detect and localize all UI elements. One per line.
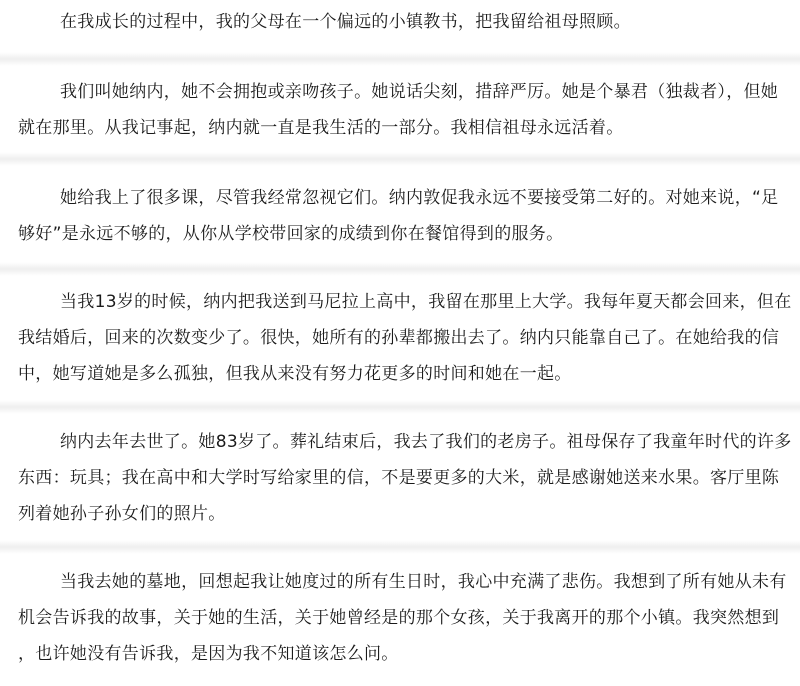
scan-band: [0, 52, 800, 66]
text-line: 列着她孙子孙女们的照片。: [18, 504, 226, 524]
paragraph-5: [18, 424, 792, 532]
text-line: 纳内去年去世了。她83岁了。葬礼结束后，我去了我们的老房子。祖母保存了我童年时代的许多: [60, 432, 792, 452]
text-line: 当我去她的墓地，回想起我让她度过的所有生日时，我心中充满了悲伤。我想到了所有她从未有: [60, 572, 787, 592]
text-line: 在我成长的过程中，我的父母在一个偏远的小镇教书，把我留给祖母照顾。: [60, 12, 631, 32]
paragraph-1: [18, 4, 784, 40]
text-line: 中，她写道她是多么孤独，但我从来没有努力花更多的时间和她在一起。: [18, 364, 572, 384]
scan-band: [0, 400, 800, 414]
paragraph-4: [18, 284, 792, 392]
text-line: 机会告诉我的故事，关于她的生活，关于她曾经是的那个女孩，关于我离开的那个小镇。我突然想到: [18, 608, 780, 628]
scan-band: [0, 540, 800, 554]
paragraph-2: [18, 74, 784, 146]
text-line: 东西：玩具；我在高中和大学时写给家里的信，不是要更多的大米，就是感谢她送来水果。客厅里陈: [18, 468, 780, 488]
text-line: ，也许她没有告诉我，是因为我不知道该怎么问。: [18, 644, 399, 664]
text-line: 就在那里。从我记事起，纳内就一直是我生活的一部分。我相信祖母永远活着。: [18, 118, 624, 138]
text-line: 我结婚后，回来的次数变少了。很快，她所有的孙辈都搬出去了。纳内只能靠自己了。在她给我的信: [18, 328, 780, 348]
text-line: 我们叫她纳内，她不会拥抱或亲吻孩子。她说话尖刻，措辞严厉。她是个暴君（独裁者），但她: [60, 82, 779, 102]
paragraph-3: [18, 180, 784, 252]
text-line: 当我13岁的时候，纳内把我送到马尼拉上高中，我留在那里上大学。我每年夏天都会回来，但在: [60, 292, 792, 312]
scan-band: [0, 262, 800, 276]
text-line: 够好”是永远不够的，从你从学校带回家的成绩到你在餐馆得到的服务。: [18, 224, 564, 244]
scan-band: [0, 152, 800, 166]
paragraph-6: [18, 564, 787, 672]
text-line: 她给我上了很多课，尽管我经常忽视它们。纳内敦促我永远不要接受第二好的。对她来说，“足: [60, 188, 779, 208]
